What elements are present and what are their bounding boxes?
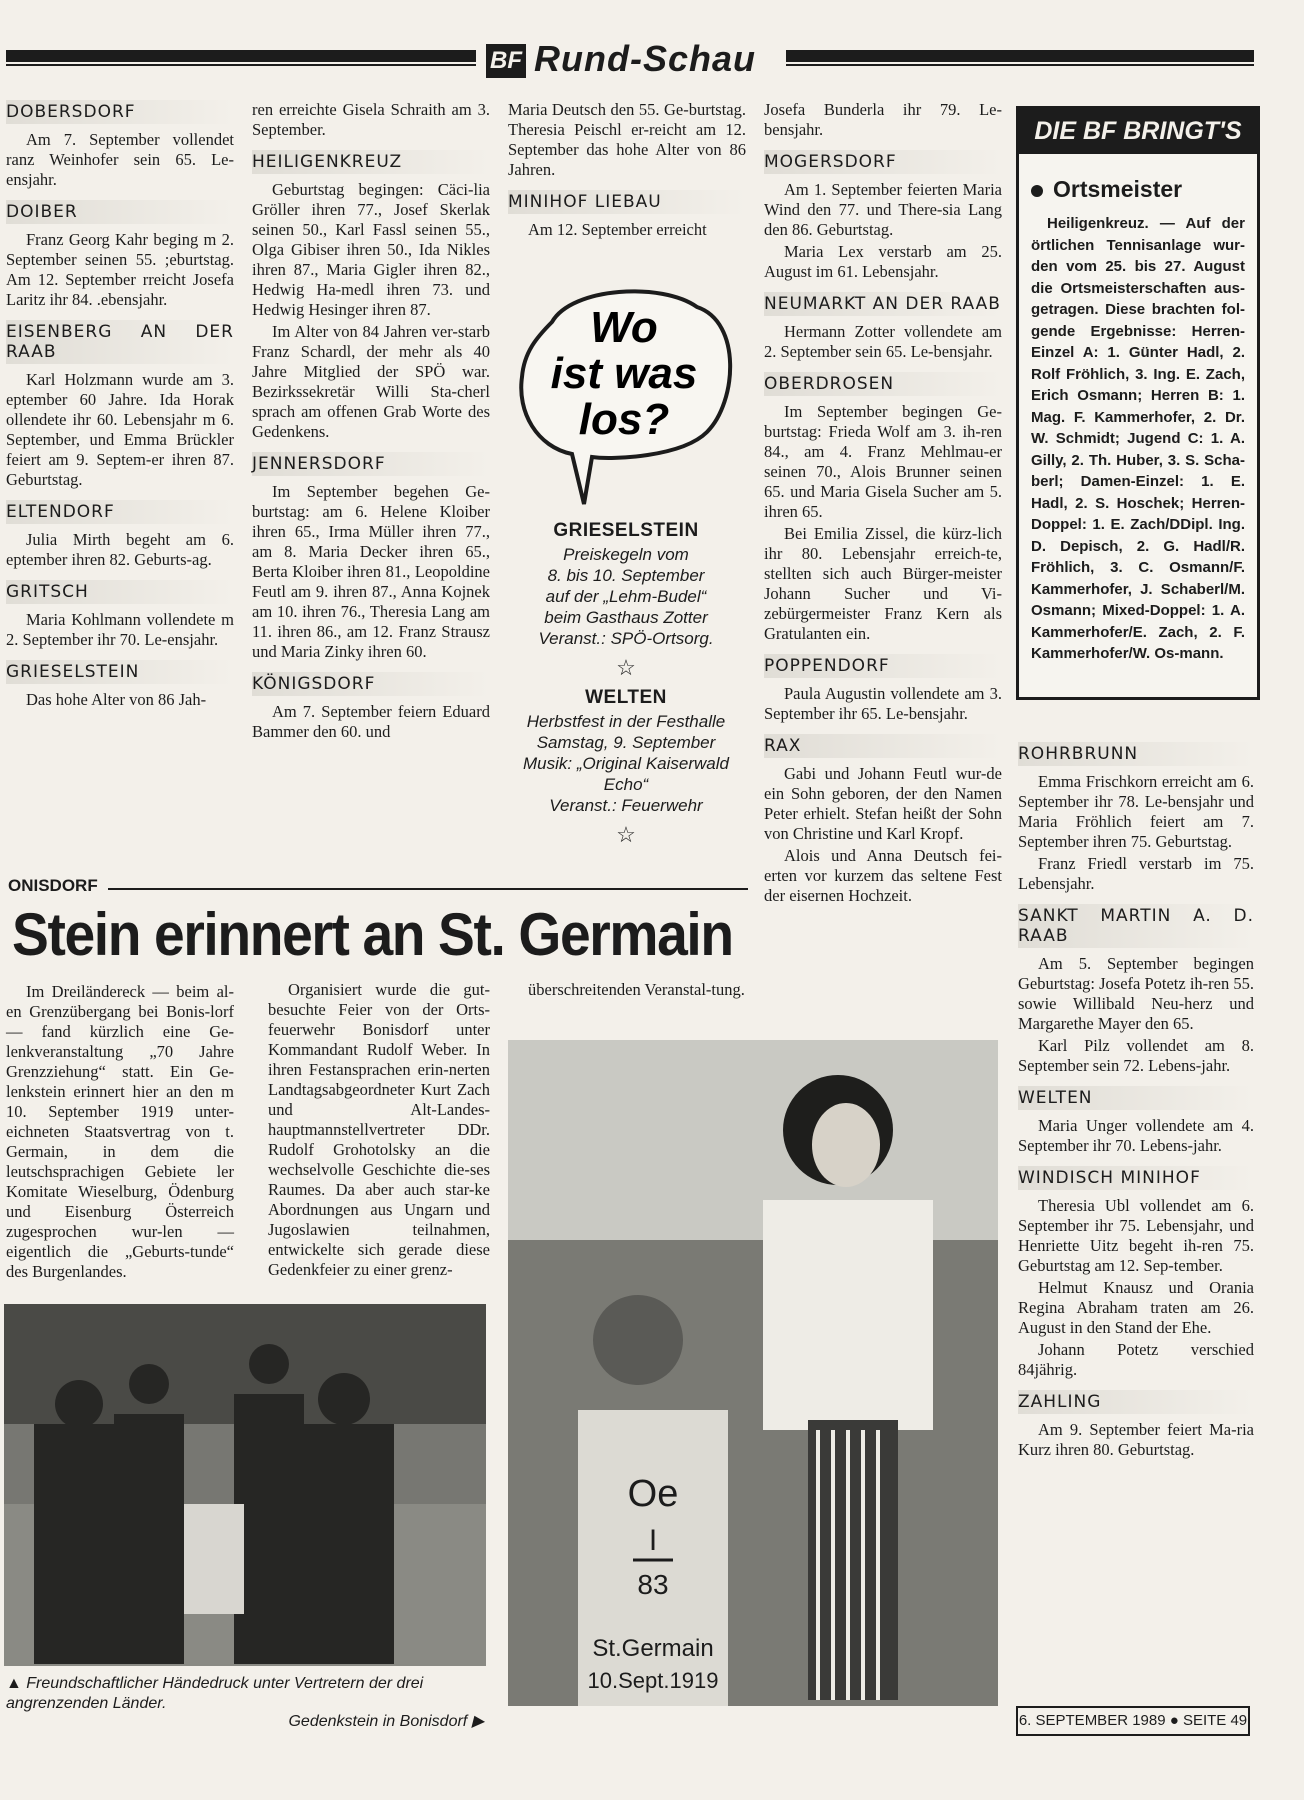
speech-bubble-graphic <box>512 282 742 508</box>
section-heading: GRIESELSTEIN <box>6 660 234 684</box>
section-heading: WELTEN <box>1018 1086 1254 1110</box>
section-text: Franz Georg Kahr beging m 2. September seinen 55. ;eburtstag. Am 12. September rreicht Josefa Laritz ihr 84. .ebensjahr. <box>6 230 234 309</box>
section-text: Am 12. September erreicht <box>528 220 707 239</box>
section-text: Franz Friedl verstarb im 75. Lebensjahr. <box>1018 854 1254 893</box>
section-heading: HEILIGENKREUZ <box>252 150 490 174</box>
info-box-heading <box>1031 176 1245 203</box>
column-1 <box>6 100 234 712</box>
column-4 <box>764 100 1002 908</box>
event-line: Musik: „Original Kaiserwald <box>523 754 729 773</box>
info-box-body: Heiligenkreuz. — Auf der örtlichen Tennisanlage wur-den vom 25. bis 27. August die Ortsmeisterschaften aus-getragen. Diese brachten fol-gende Ergebnisse: Herren-Einzel A: 1. Günter Hadl, 2. Rolf Fröhlich, 3. Ing. E. Zach, Erich Osmann; Herren B: 1. Mag. F. Kammerhofer, 2. Dr. W. Schmidt; Jugend C: 1. A. Gilly, 2. Th. Huber, 3. S. Scha-berl; Damen-Einzel: 1. E. Hadl, 2. S. Hoschek; Herren-Doppel: 1. E. Zach/DDipl. Ing. D. Depisch, 2. G. Hadl/R. Fröhlich, 3. C. Osmann/F. Kammerhofer, J. Schaberl/M. Osmann; Mixed-Doppel: 1. A. Kammerhofer/E. Zach, 2. F. Kammerhofer/W. Os-mann. <box>1031 215 1245 662</box>
section-text: Maria Lex verstarb am 25. August im 61. Lebensjahr. <box>764 242 1002 281</box>
article-text: Organisiert wurde die gut-besuchte Feier von der Orts-feuerwehr Bonisdorf unter Kommandant Rudolf Weber. In ihren Festansprachen erin-nerten Landtagsabgeordneter Kurt Zach und Alt-Landes-hauptmannstellvertreter DDr. Rudolf Grohotolsky an die wechselvolle Geschichte die-ses Raumes. Da aber auch star-ke Abordnungen aus Ungarn und Jugoslawien teilnahmen, entwickelte sich gerade diese Gedenkfeier zu einer grenz- <box>268 980 490 1279</box>
section-text: Im Alter von 84 Jahren ver-starb Franz Schardl, der mehr als 40 Jahre Mitglied der SPÖ war. Bezirkssekretär Willi Sta-cherl sprach am offenen Grab Worte des Gedenkens. <box>252 322 490 441</box>
event-title: GRIESELSTEIN <box>553 520 699 541</box>
section-text: Maria Unger vollendete am 4. September ihr 70. Lebens-jahr. <box>1018 1116 1254 1155</box>
event-line: auf der „Lehm-Budel“ <box>545 587 707 606</box>
page-footer: 6. SEPTEMBER 1989 ● SEITE 49 <box>1016 1706 1250 1736</box>
section-heading: POPPENDORF <box>764 654 1002 678</box>
memorial-stone-illustration <box>508 1040 998 1706</box>
photo-handshake <box>4 1304 486 1666</box>
article-text: Im Dreiländereck — beim al-en Grenzübergang bei Bonis-lorf — fand kürzlich eine Ge-lenkveranstaltung „70 Jahre Grenzziehung“ statt. Ein Ge-lenkstein erinnert hier an den m 10. September 1919 unter-eichneten Staatsvertrag von t. Germain, in dem die leutschsprachigen Gebiete ler Komitate Wieselburg, Ödenburg und Eisenburg Österreich zugesprochen wur-len — eigentlich die „Geburts-tunde“ des Burgenlandes. <box>6 982 234 1281</box>
stone-line-2: I <box>648 1524 658 1557</box>
section-text: Am 7. September feiern Eduard Bammer den 60. und <box>252 702 490 741</box>
event-line: 8. bis 10. September <box>547 566 705 585</box>
section-text: Johann Potetz verschied 84jährig. <box>1018 1340 1254 1379</box>
section-text: Geburtstag begingen: Cäci-lia Gröller ihren 77., Josef Skerlak seinen 50., Karl Fassl seinen 55., Olga Gibiser ihren 50., Ida Nikles ihren 87., Maria Gigler ihren 82., Hedwig Ha-medl ihren 73. und Hedwig Hesinger ihren 87. <box>252 180 490 319</box>
section-text: Alois und Anna Deutsch fei-erten vor kurzem das seltene Fest der eisernen Hochzeit. <box>764 846 1002 905</box>
masthead-title: Rund-Schau <box>534 38 756 79</box>
masthead-logo: BF <box>486 44 526 78</box>
section-heading: RAX <box>764 734 1002 758</box>
section-heading: DOIBER <box>6 200 234 224</box>
masthead-rule-left <box>6 50 476 62</box>
section-heading: WINDISCH MINIHOF <box>1018 1166 1254 1190</box>
article-column-a <box>6 982 234 1284</box>
section-heading: NEUMARKT AN DER RAAB <box>764 294 1001 314</box>
bubble-line-2: ist was <box>550 349 698 398</box>
masthead-rule-right <box>786 50 1254 62</box>
stone-line-5: 10.Sept.1919 <box>587 1668 719 1693</box>
stone-line-3: 83 <box>637 1569 669 1600</box>
stone-line-1: Oe <box>627 1473 679 1515</box>
star-icon: ☆ <box>616 822 636 847</box>
section-text: ren erreichte Gisela Schraith am 3. September. <box>252 100 490 139</box>
bubble-line-1: Wo <box>590 303 658 352</box>
stone-line-4: St.Germain <box>592 1635 714 1662</box>
section-text: Maria Deutsch den 55. Ge-burtstag. Theresia Peischl er-reicht am 12. September das hohe Alter von 86 Jahren. <box>508 100 746 179</box>
section-heading: ZAHLING <box>1018 1390 1254 1414</box>
event-line: Samstag, 9. September <box>536 733 716 752</box>
section-text: Gabi und Johann Feutl wur-de ein Sohn geboren, der den Namen Peter erhielt. Stefan heißt der Sohn von Christine und Karl Kropf. <box>764 764 1002 843</box>
section-text: Am 9. September feiert Ma-ria Kurz ihren 80. Geburtstag. <box>1018 1420 1254 1459</box>
bubble-line-3: los? <box>578 395 670 444</box>
photo-handshake-caption: ▲ Freundschaftlicher Händedruck unter Vertretern der drei angrenzenden Länder. <box>6 1675 424 1712</box>
info-box-title: DIE BF BRINGT'S <box>1019 109 1257 154</box>
section-heading: KÖNIGSDORF <box>252 672 490 696</box>
column-2 <box>252 100 490 744</box>
event-grieselstein <box>508 520 744 649</box>
event-line: Veranst.: Feuerwehr <box>549 796 703 815</box>
events-list <box>508 516 744 854</box>
section-text: Am 1. September feierten Maria Wind den 77. und There-sia Lang den 86. Geburtstag. <box>764 180 1002 239</box>
section-heading: JENNERSDORF <box>252 452 490 476</box>
handshake-illustration <box>4 1304 486 1666</box>
info-box-heading-text: Ortsmeister <box>1053 176 1183 202</box>
section-text: Helmut Knausz und Orania Regina Abraham traten am 26. August in den Stand der Ehe. <box>1018 1278 1254 1337</box>
section-heading: DOBERSDORF <box>6 100 234 124</box>
photo-memorial-stone <box>508 1040 998 1706</box>
event-line: Herbstfest in der Festhalle <box>526 712 726 731</box>
section-text: Karl Pilz vollendet am 8. September sein 72. Lebens-jahr. <box>1018 1036 1254 1075</box>
section-text: Emma Frischkorn erreicht am 6. September ihr 78. Le-bensjahr und Maria Fröhlich feiert am 7. September ihren 75. Geburtstag. <box>1018 772 1254 851</box>
section-text: Hermann Zotter vollendete am 2. September sein 65. Le-bensjahr. <box>764 322 1002 361</box>
event-line: Preiskegeln vom <box>563 545 689 564</box>
column-3 <box>508 100 746 242</box>
section-text: Am 5. September begingen Geburtstag: Josefa Potetz ih-ren 55. sowie Willibald Neu-herz und Margarethe Mayer den 65. <box>1018 954 1254 1033</box>
section-heading: MOGERSDORF <box>764 150 1002 174</box>
section-heading: SANKT MARTIN A. D. RAAB <box>1018 906 1254 946</box>
section-heading: ROHRBRUNN <box>1018 742 1254 766</box>
section-text: Julia Mirth begeht am 6. eptember ihren 82. Geburts-ag. <box>6 530 234 569</box>
kicker-rule <box>108 888 748 890</box>
event-line: beim Gasthaus Zotter <box>544 608 708 627</box>
info-box <box>1016 106 1260 700</box>
event-line: Veranst.: SPÖ-Ortsorg. <box>538 629 714 648</box>
section-heading: MINIHOF LIEBAU <box>508 190 746 214</box>
article-column-b <box>268 980 490 1282</box>
photo-memorial-caption: Gedenkstein in Bonisdorf ▶ <box>288 1713 484 1730</box>
section-text: Im September begingen Ge-burtstag: Frieda Wolf am 3. ih-ren 84., am 4. Franz Mehlmau-er seinen 70., Alois Brunner seinen 65. und Maria Gisela Sucher am 5. ihren 65. <box>764 402 1002 521</box>
bullet-icon <box>1031 185 1043 197</box>
section-text: Karl Holzmann wurde am 3. eptember 60 Jahre. Ida Horak ollendete ihr 60. Lebensjahr m 6. September, und Emma Brückler feiert am 9. Septem-er ihren 87. Geburtstag. <box>6 370 234 489</box>
section-text: Paula Augustin vollendete am 3. September ihr 65. Le-bensjahr. <box>764 684 1002 723</box>
section-text: Josefa Bunderla ihr 79. Le-bensjahr. <box>764 100 1002 139</box>
section-text: Bei Emilia Zissel, die kürz-lich ihr 80. Lebensjahr erreich-te, stellten sich auch Bürger-meister Johann Sucher und Vi-zebürgermeister Franz Kern als Gratulanten ein. <box>764 524 1002 643</box>
section-heading: EISENBERG AN DER RAAB <box>6 322 234 362</box>
article-column-c <box>508 980 746 1002</box>
article-headline: Stein erinnert an St. Germain <box>12 901 733 968</box>
section-text: Maria Kohlmann vollendete m 2. September ihr 70. Le-ensjahr. <box>6 610 234 649</box>
section-text: Theresia Ubl vollendet am 6. September ihr 75. Lebensjahr, und Henriette Uitz begeht ih-ren 75. Geburtstag am 12. Sep-tember. <box>1018 1196 1254 1275</box>
section-heading: ELTENDORF <box>6 500 234 524</box>
article-kicker: ONISDORF <box>8 876 98 895</box>
section-text: Am 7. September vollendet ranz Weinhofer sein 65. Le-ensjahr. <box>6 130 234 189</box>
section-text: Das hohe Alter von 86 Jah- <box>26 690 207 709</box>
event-welten <box>508 687 744 816</box>
section-text: Im September begehen Ge-burtstag: am 6. Helene Kloiber ihren 65., Irma Müller ihren 77., am 8. Maria Decker ihren 65., Berta Kloiber ihren 81., Leopoldine Feutl am 9. ihren 87., Anna Kojnek am 10. ihren 76., Theresia Lang am 11. ihren 86., am 12. Franz Strausz und Maria Zinky ihren 60. <box>252 482 490 661</box>
section-heading: OBERDROSEN <box>764 372 1002 396</box>
article-text: überschreitenden Veranstal-tung. <box>528 980 745 999</box>
event-line: Echo“ <box>603 775 649 794</box>
star-icon: ☆ <box>616 655 636 680</box>
section-heading: GRITSCH <box>6 580 234 604</box>
column-5 <box>1018 742 1254 1462</box>
event-title: WELTEN <box>585 687 667 708</box>
